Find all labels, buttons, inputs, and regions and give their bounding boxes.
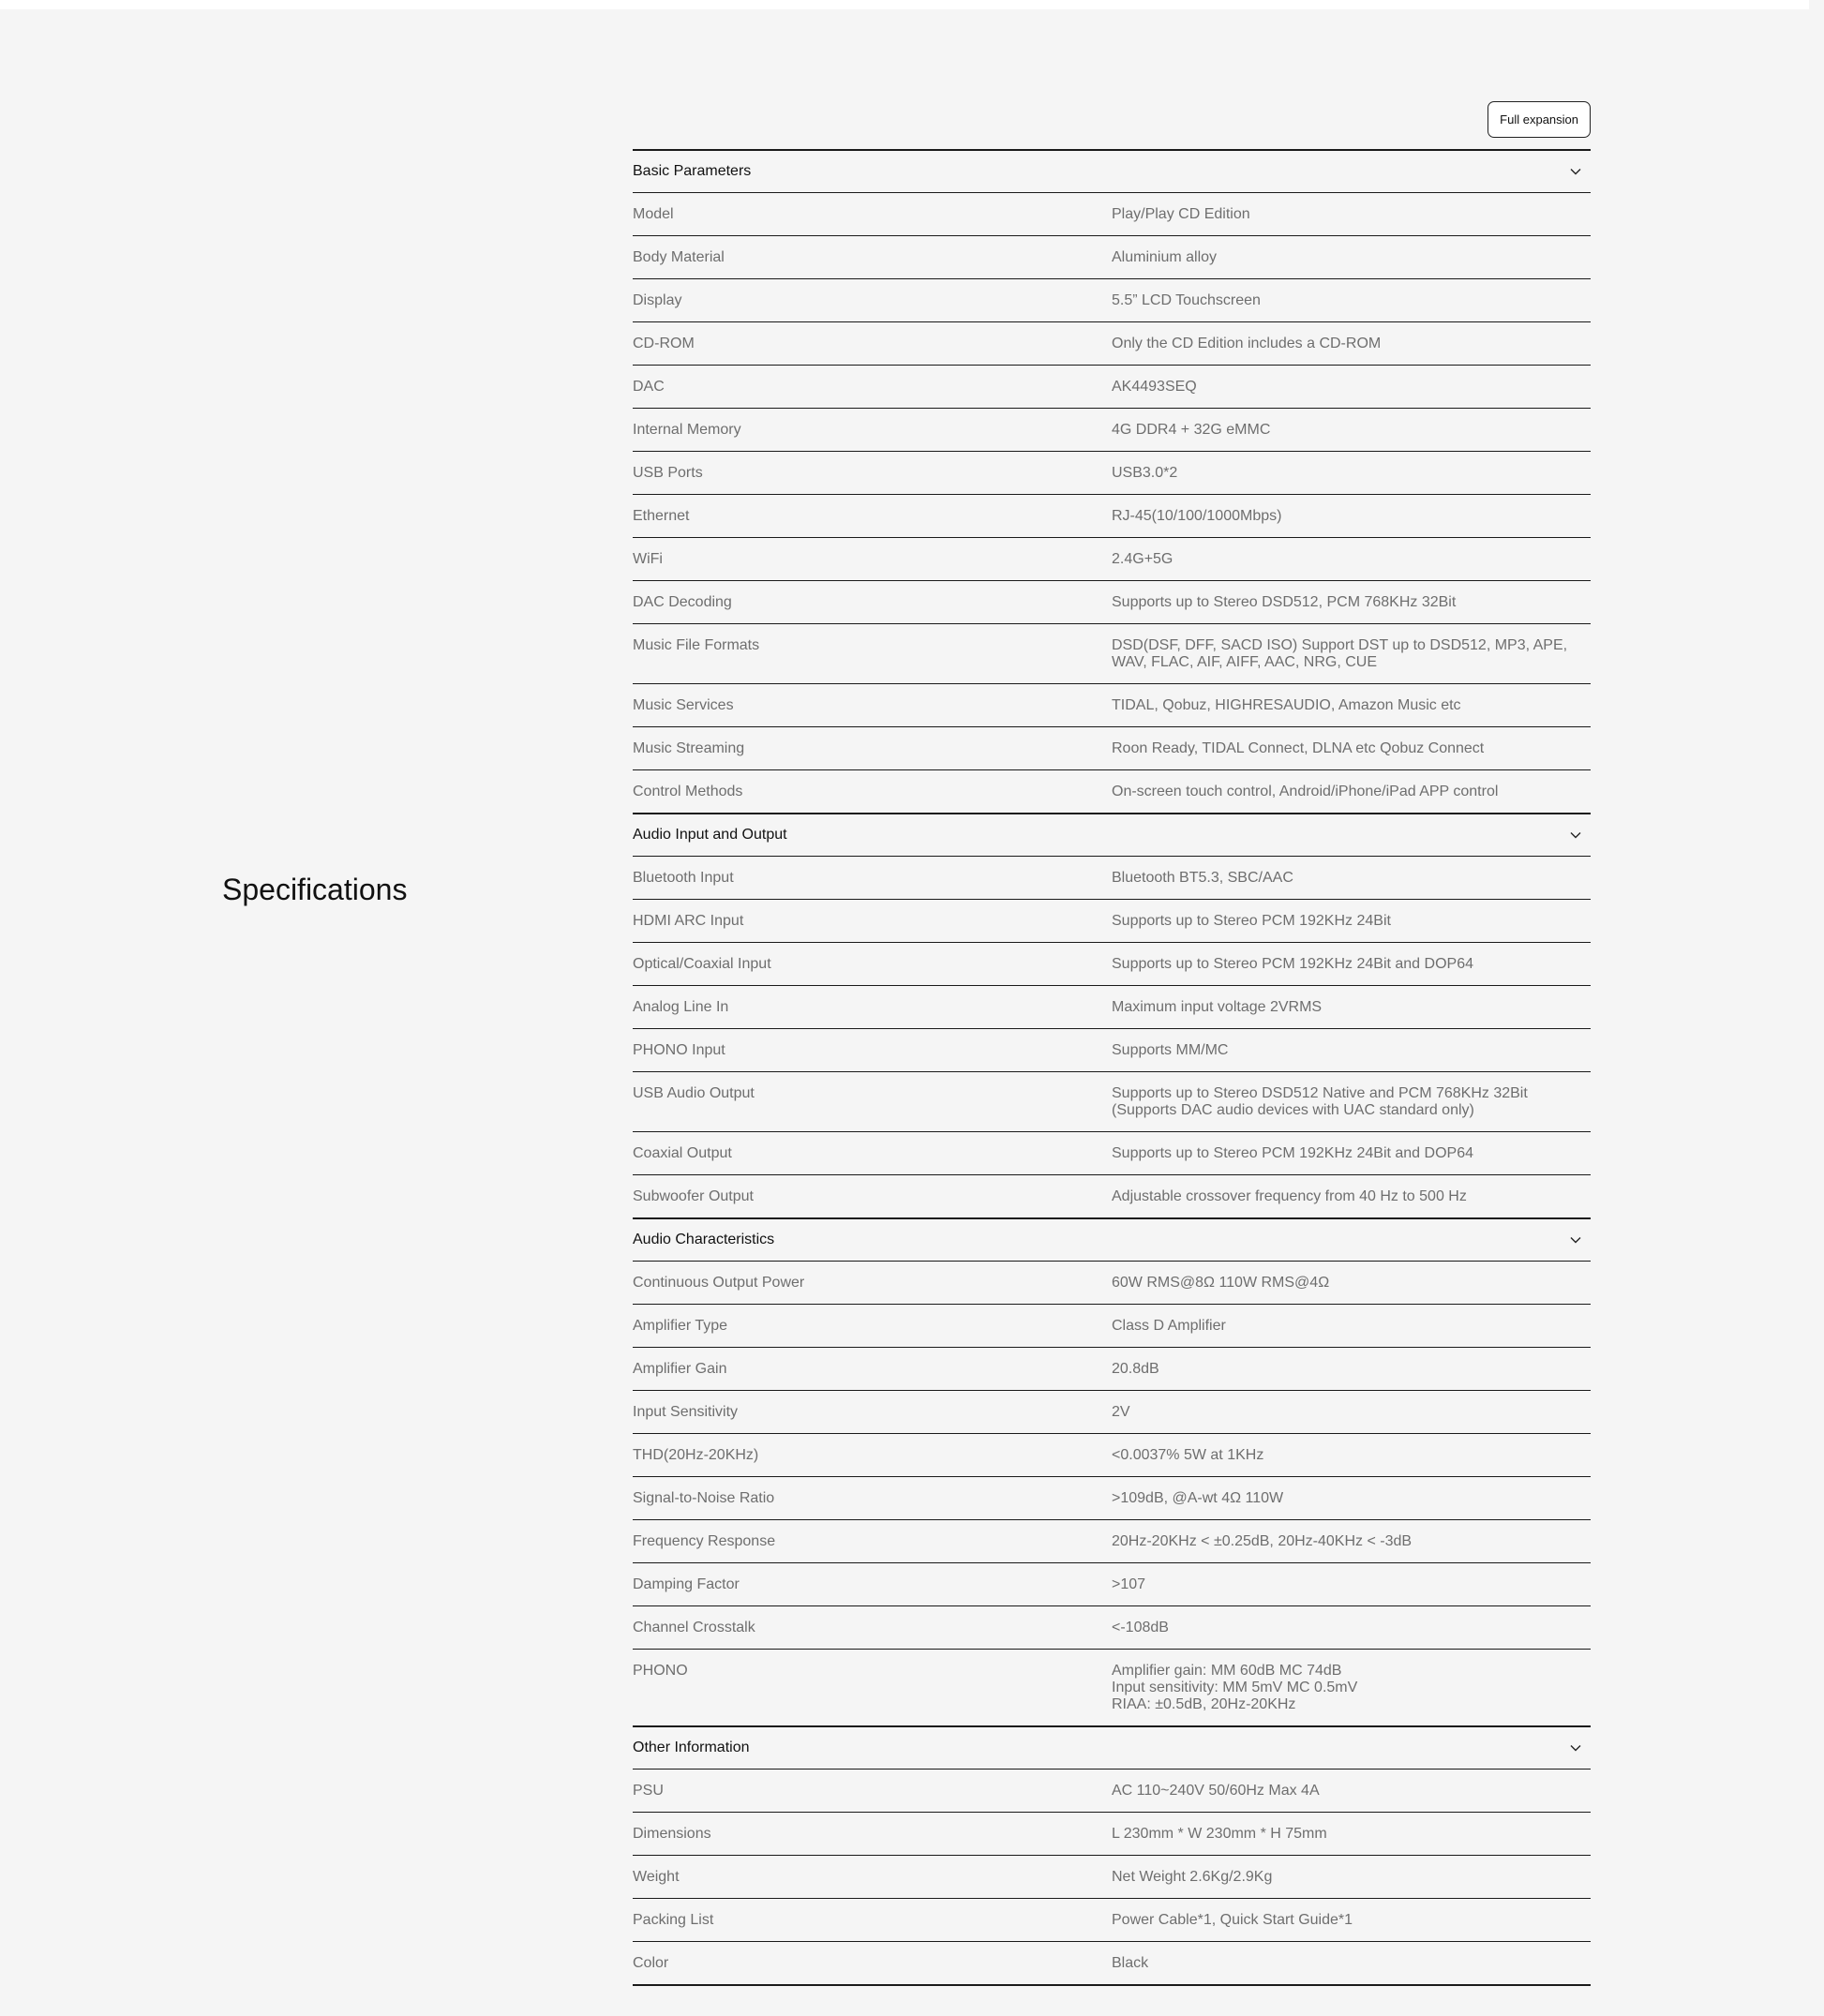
top-bar bbox=[0, 0, 1809, 9]
spec-value: DSD(DSF, DFF, SACD ISO) Support DST up to DSD512, MP3, APE, WAV, FLAC, AIF, AIFF, AAC, NRG, CUE bbox=[1112, 637, 1568, 670]
spec-value: Supports up to Stereo PCM 192KHz 24Bit and DOP64 bbox=[1112, 956, 1473, 972]
spec-label: Input Sensitivity bbox=[633, 1404, 739, 1420]
spec-value: L 230mm * W 230mm * H 75mm bbox=[1112, 1826, 1327, 1842]
spec-row bbox=[633, 986, 1591, 1029]
spec-value: 20Hz-20KHz < ±0.25dB, 20Hz-40KHz < -3dB bbox=[1112, 1533, 1413, 1549]
spec-row bbox=[633, 943, 1591, 986]
spec-value: AC 110~240V 50/60Hz Max 4A bbox=[1112, 1783, 1320, 1799]
section-title: Other Information bbox=[633, 1740, 750, 1755]
spec-section-audio-characteristics bbox=[633, 1217, 1591, 1725]
spec-label: Analog Line In bbox=[633, 999, 729, 1015]
spec-value: Supports MM/MC bbox=[1112, 1042, 1229, 1058]
spec-label: Dimensions bbox=[633, 1826, 711, 1842]
spec-value: AK4493SEQ bbox=[1112, 379, 1197, 395]
spec-label: THD(20Hz-20KHz) bbox=[633, 1447, 759, 1463]
spec-label: Display bbox=[633, 292, 682, 308]
spec-label: Music Streaming bbox=[633, 740, 745, 756]
chevron-down-icon[interactable] bbox=[1568, 828, 1583, 843]
spec-row bbox=[633, 1899, 1591, 1942]
spec-row bbox=[633, 1262, 1591, 1305]
spec-label: Frequency Response bbox=[633, 1533, 776, 1549]
spec-label: DAC Decoding bbox=[633, 594, 732, 610]
spec-row bbox=[633, 366, 1591, 409]
full-expansion-button[interactable]: Full expansion bbox=[1488, 101, 1591, 138]
spec-label: USB Ports bbox=[633, 465, 703, 481]
section-body bbox=[633, 193, 1591, 813]
spec-value: On-screen touch control, Android/iPhone/iPad APP control bbox=[1112, 784, 1499, 799]
spec-value: Supports up to Stereo PCM 192KHz 24Bit bbox=[1112, 913, 1391, 929]
spec-value: <-108dB bbox=[1112, 1620, 1169, 1635]
spec-value: Aluminium alloy bbox=[1112, 249, 1218, 265]
spec-value: Only the CD Edition includes a CD-ROM bbox=[1112, 336, 1382, 351]
spec-value: Roon Ready, TIDAL Connect, DLNA etc Qobuz Connect bbox=[1112, 740, 1485, 756]
section-body bbox=[633, 1770, 1591, 1984]
spec-label: Internal Memory bbox=[633, 422, 741, 438]
spec-value: Black bbox=[1112, 1955, 1149, 1971]
section-header[interactable] bbox=[633, 151, 1591, 193]
spec-value: 20.8dB bbox=[1112, 1361, 1159, 1377]
spec-label: PSU bbox=[633, 1783, 664, 1799]
spec-value: Power Cable*1, Quick Start Guide*1 bbox=[1112, 1912, 1353, 1928]
spec-row bbox=[633, 279, 1591, 322]
spec-row bbox=[633, 1434, 1591, 1477]
spec-label: Color bbox=[633, 1955, 669, 1971]
spec-value: USB3.0*2 bbox=[1112, 465, 1178, 481]
spec-row bbox=[633, 1813, 1591, 1856]
spec-row bbox=[633, 1029, 1591, 1072]
spec-label: Amplifier Gain bbox=[633, 1361, 727, 1377]
spec-row bbox=[633, 1606, 1591, 1650]
spec-value: Maximum input voltage 2VRMS bbox=[1112, 999, 1323, 1015]
section-body bbox=[633, 1262, 1591, 1725]
spec-label: Damping Factor bbox=[633, 1576, 740, 1592]
spec-label: Ethernet bbox=[633, 508, 690, 524]
spec-row bbox=[633, 1650, 1591, 1725]
spec-label: Amplifier Type bbox=[633, 1318, 728, 1334]
spec-row bbox=[633, 1072, 1591, 1132]
section-title: Audio Characteristics bbox=[633, 1232, 775, 1247]
spec-value: Supports up to Stereo DSD512 Native and PCM 768KHz 32Bit (Supports DAC audio devices with UAC standard only) bbox=[1112, 1085, 1528, 1118]
spec-label: WiFi bbox=[633, 551, 663, 567]
chevron-down-icon[interactable] bbox=[1568, 164, 1583, 179]
spec-section-other-information bbox=[633, 1725, 1591, 1986]
spec-row bbox=[633, 1770, 1591, 1813]
spec-value: Bluetooth BT5.3, SBC/AAC bbox=[1112, 870, 1293, 886]
spec-value: Play/Play CD Edition bbox=[1112, 206, 1250, 222]
section-header[interactable] bbox=[633, 1219, 1591, 1262]
spec-value: >109dB, @A-wt 4Ω 110W bbox=[1112, 1490, 1284, 1506]
section-header[interactable] bbox=[633, 1727, 1591, 1770]
spec-label: Signal-to-Noise Ratio bbox=[633, 1490, 775, 1506]
spec-value: 60W RMS@8Ω 110W RMS@4Ω bbox=[1112, 1275, 1330, 1291]
spec-row bbox=[633, 1942, 1591, 1984]
spec-row bbox=[633, 727, 1591, 770]
spec-label: DAC bbox=[633, 379, 665, 395]
spec-row bbox=[633, 322, 1591, 366]
spec-label: USB Audio Output bbox=[633, 1085, 755, 1101]
spec-row bbox=[633, 624, 1591, 684]
spec-row bbox=[633, 1520, 1591, 1563]
spec-label: Channel Crosstalk bbox=[633, 1620, 755, 1635]
section-header[interactable] bbox=[633, 814, 1591, 857]
spec-label: HDMI ARC Input bbox=[633, 913, 744, 929]
spec-row bbox=[633, 1175, 1591, 1217]
spec-row bbox=[633, 684, 1591, 727]
spec-label: Control Methods bbox=[633, 784, 743, 799]
spec-label: Music Services bbox=[633, 697, 734, 713]
spec-value: RJ-45(10/100/1000Mbps) bbox=[1112, 508, 1282, 524]
spec-value: 5.5” LCD Touchscreen bbox=[1112, 292, 1261, 308]
section-title: Basic Parameters bbox=[633, 163, 752, 179]
spec-row bbox=[633, 236, 1591, 279]
spec-value: Amplifier gain: MM 60dB MC 74dB Input sensitivity: MM 5mV MC 0.5mV RIAA: ±0.5dB, 20Hz-20KHz bbox=[1112, 1663, 1358, 1712]
spec-row bbox=[633, 770, 1591, 813]
spec-section-basic-parameters bbox=[633, 149, 1591, 813]
spec-value: Supports up to Stereo DSD512, PCM 768KHz 32Bit bbox=[1112, 594, 1457, 610]
spec-label: Subwoofer Output bbox=[633, 1188, 754, 1204]
spec-label: Body Material bbox=[633, 249, 725, 265]
spec-row bbox=[633, 900, 1591, 943]
spec-row bbox=[633, 857, 1591, 900]
spec-label: Model bbox=[633, 206, 674, 222]
spec-label: Weight bbox=[633, 1869, 680, 1885]
spec-label: Continuous Output Power bbox=[633, 1275, 805, 1291]
spec-row bbox=[633, 409, 1591, 452]
section-body bbox=[633, 857, 1591, 1217]
spec-label: Music File Formats bbox=[633, 637, 760, 653]
spec-value: Net Weight 2.6Kg/2.9Kg bbox=[1112, 1869, 1273, 1885]
spec-value: Supports up to Stereo PCM 192KHz 24Bit and DOP64 bbox=[1112, 1145, 1473, 1161]
spec-label: Optical/Coaxial Input bbox=[633, 956, 771, 972]
chevron-down-icon[interactable] bbox=[1568, 1232, 1583, 1247]
spec-label: Bluetooth Input bbox=[633, 870, 734, 886]
spec-section-audio-input-and-output bbox=[633, 813, 1591, 1217]
spec-table bbox=[633, 101, 1591, 1986]
spec-value: >107 bbox=[1112, 1576, 1146, 1592]
spec-row bbox=[633, 1391, 1591, 1434]
spec-label: PHONO Input bbox=[633, 1042, 725, 1058]
spec-value: Class D Amplifier bbox=[1112, 1318, 1226, 1334]
spec-sections bbox=[633, 149, 1591, 1986]
spec-row bbox=[633, 1477, 1591, 1520]
spec-value: TIDAL, Qobuz, HIGHRESAUDIO, Amazon Music etc bbox=[1112, 697, 1461, 713]
page-title: Specifications bbox=[222, 873, 408, 906]
spec-row bbox=[633, 452, 1591, 495]
spec-row bbox=[633, 1563, 1591, 1606]
spec-row bbox=[633, 1348, 1591, 1391]
spec-label: Coaxial Output bbox=[633, 1145, 732, 1161]
spec-row bbox=[633, 1305, 1591, 1348]
spec-row bbox=[633, 538, 1591, 581]
chevron-down-icon[interactable] bbox=[1568, 1740, 1583, 1755]
spec-value: 2V bbox=[1112, 1404, 1130, 1420]
spec-label: Packing List bbox=[633, 1912, 714, 1928]
spec-label: CD-ROM bbox=[633, 336, 695, 351]
spec-value: <0.0037% 5W at 1KHz bbox=[1112, 1447, 1264, 1463]
section-title: Audio Input and Output bbox=[633, 827, 787, 843]
spec-row bbox=[633, 581, 1591, 624]
spec-label: PHONO bbox=[633, 1663, 688, 1679]
expand-row bbox=[633, 101, 1591, 149]
spec-row bbox=[633, 1856, 1591, 1899]
spec-row bbox=[633, 193, 1591, 236]
spec-value: 2.4G+5G bbox=[1112, 551, 1174, 567]
spec-row bbox=[633, 1132, 1591, 1175]
spec-row bbox=[633, 495, 1591, 538]
spec-value: Adjustable crossover frequency from 40 Hz to 500 Hz bbox=[1112, 1188, 1467, 1204]
spec-value: 4G DDR4 + 32G eMMC bbox=[1112, 422, 1271, 438]
